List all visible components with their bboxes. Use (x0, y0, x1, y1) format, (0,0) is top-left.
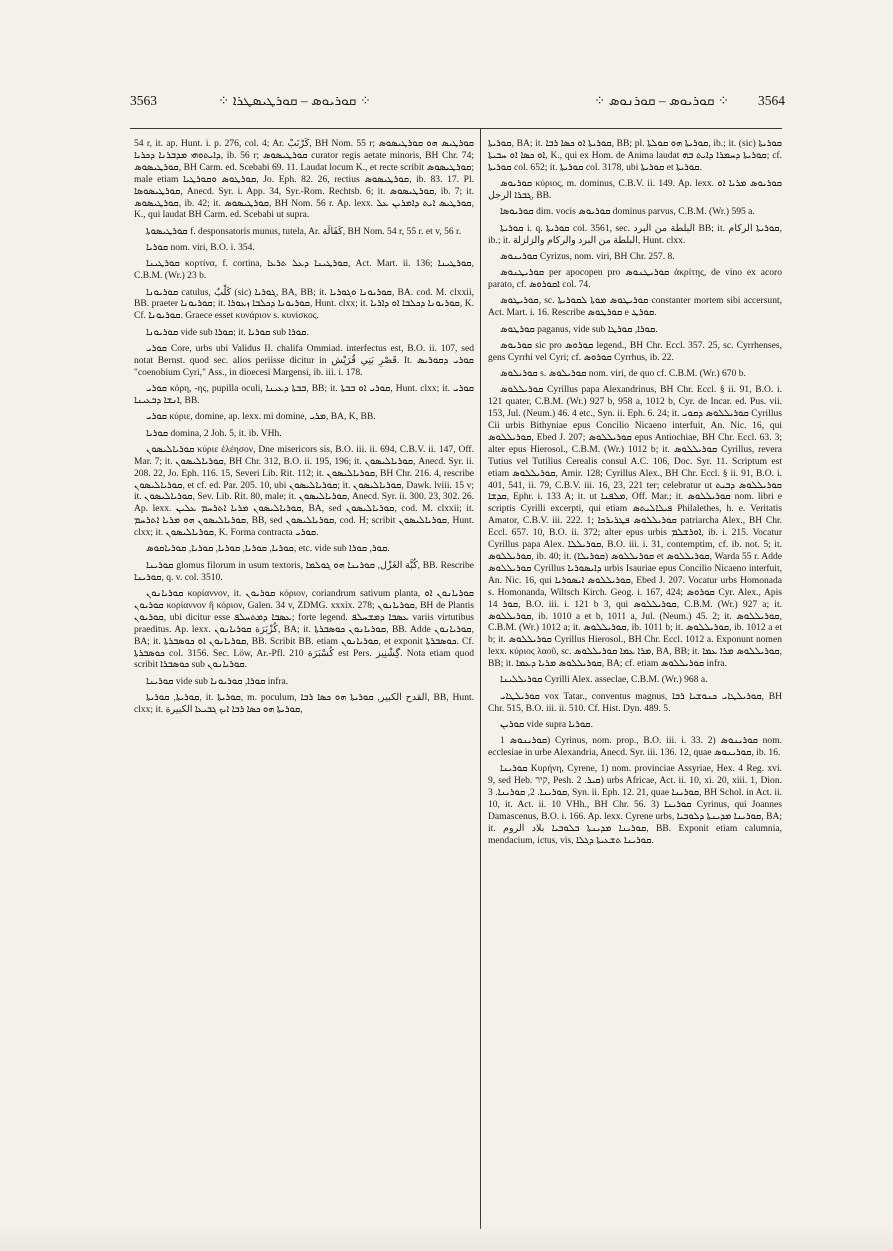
dictionary-entry: ܩܘܪܛܘܣ paganus, vide sub ܩܘܪܐ, ܩܘܪܛܐ. (500, 323, 658, 335)
dictionary-entry: ܩܘܪܝܘܣܐ dim. vocis ܩܘܪܝܘܣ dominus parvus, C.B.M. (Wr.) 595 a. (500, 206, 755, 218)
dictionary-entry: ܩܘܪܝܢܐ glomus filorum in usum textoris, كُبَّة الغَزْل, ܩܘܪܝܢܐ ܗܘ ܓܘܠܡܐ, BB. Rescribe ܩܘܪܝܢܐ, q. v. col. 3510. (134, 559, 474, 583)
dictionary-entry: ܩܘܪܝܘܢܐ vide sub ܩܘܪܐ; it. ܩܘܪܝܐ sub ܩܘܪܐ. (146, 326, 309, 338)
dictionary-entry: ܩܘܪܝ κύριε, domine, ap. lexx. mi domine, ܡܪܝ, BA, K, BB. (146, 411, 376, 423)
right-running-title: ⁘ ܩܘܪܝܘܣ – ܩܘܪܢܘܣ ⁘ (594, 93, 730, 108)
right-page-number: 3564 (758, 93, 785, 108)
dictionary-entry: ܩܘܪܝܛܢܘܣ per apocopen pro ܩܘܪܝܛܢܘܣ ἀκρίτης, de vino ex acoro parato, cf. ܐܩܘܪܘܣ col. 74. (488, 267, 782, 291)
dictionary-entry: ܩܘܪܝܢܘܣ 1) Cyrinus, nom. prop., B.O. iii. i. 33. 2) ܩܘܪܝܢܘܣ nom. ecclesiae in urbe Alexandria, Anecd. Syr. iii. 136. 12, quae ܩܘܪܝܢܘܣ, ib. 16. (488, 735, 783, 759)
header-rule (130, 128, 782, 129)
left-running-title: ⁘ ܩܘܪܝܘܣ – ܩܘܪܛܝܣܛܪܐ ⁘ (218, 93, 372, 108)
dictionary-entry: ܩܘܪܝܐܢܘܢ κορίαννον, it. ܩܘܪܝܘܢ κόριον, coriandrum sativum planta, ܩܘܪܝܐܢܘܢ ܐܘ ܩܘܪܝܘܢ κορίαννον ἢ κόριον, Galen. 34 v, ZDMG. xxxix. 278; ܩܘܪܝܐܢܘܢ, BH de Plantis ܩܘܪܝܘܢ, ubi dicitur esse ܥܣܒܐ ܕܡܬܚܠܦ; forte legend. ܥܣܒܐ ܕܡܫܚܠܦ variis virtutibus praeditus. Ap. lexx. كُزْبَرَة ܩܘܪܝܐܢܘܢ, BA; it. ܩܘܪܝܐܢܘܢ ܟܘܣܒܪܬܐ, BB. Adde ܩܘܪܝܐܢܘܢ, BA; it. ܩܘܪܝܐܢܘܢ ܐܘ ܟܘܣܒܪܬܐ, BB. Scribit BB. etiam ܩܘܪܝܐܢܘܢ, et exponit ܟܘܣܒܪܬܐ. Cf. ܟܘܣܒܪܬܐ col. 3156. Sec. Löw, Ar.-Pfl. 210 كُسْبَرَة est Pers. گِشْنِيز. Nota etiam quod scribit ܟܘܣܒܪܐ sub ܩܘܪܝܐܢܘܢ. (134, 587, 475, 671)
dictionary-entry: ܩܘܪܝ Core, urbs ubi Validus II. chalifa Ommiad. interfectus est, B.O. ii. 107, sed notat Bernst. quod sec. alios periisse dicitur in قَصْرِ بَنِي قُرَيْش. It. ܩܘܪܝ ܕܩܘܪܝܣ "coenobium Cyri," Ass., in dioecesi Margensi, ib. iii. i. 178. (134, 342, 474, 378)
dictionary-entry: ܩܘܪܝܢܘܣ Cyrizus, nom. viri, BH Chr. 257. 8. (500, 250, 675, 262)
dictionary-entry: ܩܘܪܝ κόρη, -ης, pupilla oculi, ܒܒܬܐ ܕܥܝܢܐ, BB; it. ܩܘܪܝ ܐܘ ܒܒܬܐ, Hunt. clxx; it. ܩܘܪܝ ܐܢܫܐ ܕܒܥܝܢܐ, BB. (134, 383, 474, 406)
dictionary-entry: ܩܘܪܝܠܛܐܝ vox Tatar., conventus magnus, ܩܘܪܝܠܛܐܝ ܟܢܘܫܝܐ ܪܒܐ, BH Chr. 515, B.O. iii. ii. 510. Cf. Hist. Dyn. 489. 5. (488, 690, 782, 714)
dictionary-entry: ܩܘܪܝܐܠܝܣܘܢ κύριε ἐλέησον, Dne misericors sis, B.O. iii. ii. 694, C.B.V. ii. 147, Off. Mar. 7; it. ܩܘܪܝܐܠܝܣܘܢ, BH Chr. 312, B.O. ii. 195, 196; it. ܩܘܪܝܐܠܝܣܘܢ, Anecd. Syr. ii. 208. 22, Jo. Eph. 116. 15, Severi Lib. Rit. 112; it. ܩܘܪܝܐܠܝܣܘܢ, BH Chr. 216. 4, rescribe ܩܘܪܝܐܠܝܣܘܢ, et cf. ed. Par. 205. 10, ubi ܩܘܪܝܐܠܝܣܘܢ; it. ܩܘܪܝܐܠܝܣܘܢ, Dawk. lviii. 15 v; it. ܩܘܪܝܐܠܝܣܘܢ, Sev. Lib. Rit. 80, male; it. ܩܘܪܝܐܠܝܣܘܢ, Anecd. Syr. ii. 300. 23, 302. 26. Ap. lexx. ܩܘܪܝܐܠܝܣܘܢ ܡܪܝܐ ܐܬܪܚܡ ܥܠܝܢ, BA, sed ܩܘܪܝܐܠܝܣܘܢ, cod. M. clxxii; it. ܩܘܪܝܐܠܝܣܘܢ ܗܘ ܡܪܝܐ ܐܬܪܚܡ, BB, sed ܩܘܪܝܐܠܝܣܘܢ, cod. H; scribit ܩܘܪܝܐܠܝܣܘܢ, Hunt. clxx; it. ܩܘܪܝܐܠܝܣܘܢ, K. Forma contracta ܩܘܪܝ. (134, 443, 474, 539)
page-edge (0, 1221, 893, 1251)
dictionary-entry: ܩܘܪܝܘܢܐ catulus, كَلْبٌ (sic) ܓܘܪܝܐ, BA, BB; it. ܩܘܪܝܘܢܐ ܘܓܘܪܝܐ, BA. cod. M. clxxii, BB. praeter ܩܘܪܝܘܢܐ; it. ܩܘܪܝܘܢܐ ܕܟܠܒܐ ܙܥܘܪܐ, Hunt. clxx; it. ܩܘܪܝܘܢܐ ܕܟܠܒܐ ܐܘ ܕܐܪܝܐ, K. Cf. ܩܘܪܝܘܢܐ. Graece esset κυνάριον s. κυνίσκος. (134, 286, 475, 322)
dictionary-entry: ܩܘܪܝܐ nom. viri, B.O. i. 354. (146, 242, 255, 254)
dictionary-entry: ܩܘܪܝܠܠܘܣ Cyrillus papa Alexandrinus, BH Chr. Eccl. § ii. 91, B.O. i. 121 quater, C.B.M. (Wr.) 927 b, 958 a, 1012 b, Cyr. de Incar. ed. Pus. vii. 153, Jul. (Neum.) 46. 4 etc., Syn. ii. Eph. 6. 24; it. ܩܘܪܝܠܠܘܣ ܕܩܘܝ Cyrillus Cii urbis Bithyniae epus Concilio Nicaeno interfuit, An. Nic. 16, qui ܩܘܪܝܠܠܘܣ, Ebed J. 207; ܩܘܪܝܠܠܘܣ epus Antiochiae, BH Chr. Eccl. 63. 3; alter epus Hierosol., C.B.M. (Wr.) 1012 b; it. ܩܘܪܝܠܠܘܣ Cyrillus, revera Tutius vel Tutilius Cerealis consul A.C. 106, Doc. Syr. 11. Scriptum est etiam ܩܘܪܝܠܠܘܣ, Amir. 128; Cyrillus Alex., BH Chr. Eccl. § ii. 91, B.O. i. 401, 541, ii. 79, C.B.V. iii. 16, 23, 221 ter; celebratur ut ܩܘܪܝܠܠܘܣ ܕܒܝܬ ܩܕܫܐ, Ephr. i. 133 A; it. ut ܡܠܦܢܐ, Off. Mar.; it. ܩܘܪܝܠܠܘܣ nom. libri e scriptis Cyrilli excerpti, qui etiam ܦܝܠܐܠܝܬܣ Philalethes, h. e. Veritatis Amator, C.B.V. iii. 222. 1; ܩܘܪܝܠܠܘܣ ܦܛܪܝܪܟܐ patriarcha Alex., BH Chr. Eccl. 657. 10, B.O. ii. 372; alter epus urbis ܐܘܪܫܠܡ, ib. i. 215. Vocatur Cyrillus papa Alex. ܩܘܪܝܠܠܐ, B.O. iii. i. 31, contemptim, cf. ib. not. 5; it. ܩܘܪܝܠܠܘܣ, ib. 40; it. ܩܘܪܝܠܠܘܣ (ܩܘܪܝܠܐ) et ܩܘܪܝܠܠܘܣ, Warda 55 r. Adde ܩܘܪܝܠܠܘܣ Cyrillus ܕܐܝܣܘܪܝܐ urbis Isauriae epus Concilio Nicaeno interfuit, An. Nic. 16, qui ܩܘܪܝܠܠܘܣ ܐܝܣܘܪܝܐ, Ebed J. 207. Vocatur urbs Homonada s. Homonanda, Wiltsch Kirch. Geog. i. 167, 424; ܩܘܪܘܣ Cyr. Alex., Apis ܩܘܪ 14, B.O. iii. i. 121 b 3, qui ܩܘܪܝܠܠܘܣ, C.B.M. (Wr.) 927 a; it. ܩܘܪܝܠܠܘܣ, ib. 1010 a et b, 1011 a, Jul. (Neum.) 45. 2; it. ܩܘܪܝܠܠܘܣ, C.B.M. (Wr.) 1012 a; it. ܩܘܪܝܠܠܘܣ, ib. 1011 b; it. ܩܘܪܝܠܠܘܣ, ib. 1012 a et b; it. ܩܘܪܝܠܠܘܣ Cyrillus Hierosol., BH Chr. Eccl. 1012 a. Exponunt nomen lexx. κύριος λαοῦ, sc. ܡܪܐ ܥܡܐ ܩܘܪܝܠܠܘܣ, BA, BB; it. ܩܘܪܝܠܠܘܣ ܡܪܐ ܥܡܐ, BB; it. ܩܘܪܝܠܠܘܣ ܡܪܝܐ ܕܥܡܐ, BA; cf. etiam ܩܘܪܝܠܠܘܣ infra. (488, 384, 783, 670)
dictionary-entry: ܩܘܪܝܐ domina, 2 Joh. 5, it. ib. VHh. (146, 427, 282, 439)
dictionary-entry: ܩܘܪܛܝܣܘܬܐ f. desponsatoris munus, tutela, Ar. كَفَالَة, BH Nom. 54 r, 55 r. et v, 56 r. (146, 225, 462, 237)
dictionary-entry: ܩܘܪܝܢܐ Κυρήνη, Cyrene, 1) nom. provinciae Assyriae, Hex. 4 Reg. xvi. 9, sed Heb. קיר, Pesh. ܩܝܪ. 2) urbs Africae, Act. ii. 10, xi. 20, xiii. 1, Dion. ܩܘܪܝܢܐ. 2, ܩܘܪܝܢܐ. 3, Syn. ii. Eph. 12. 21, quae ܩܘܪܝܢܐ, BH Schol. in Act. ii. 10, it. Act. ii. 10 VHh., BH Chr. 56. 3) ܩܘܪܝܢܐ Cyrinus, qui Joannes Damascenus, B.O. i. 166. Ap. lexx. Cyrene urbs, ܩܘܪܝܢܐ ܡܕܝܢܬܐ ܕܠܘܒܝܐ, BA; it. ܩܘܪܝܢܐ ܡܕܝܢܬܐ ܒܠܘܒܝܐ بلاد الروم, BB. Exponit etiam calumnia, mendacium, ictus, vis, ܩܘܪܝܢܐ ܬܫܥܝܬܐ ܕܓܠܐ. (488, 763, 783, 846)
dictionary-entry: 54 r, it. ap. Hunt. i. p. 276, col. 4; Ar. كَرْنَبْ, BH Nom. 55 r; ܩܘܪܛܝܣ ܗܘ ܩܘܪܛܝܣܘܣ ܕܐܝܬܘܗܝ ܡܕܒܪܢܐ ܕܟܪܝܐ, ib. 56 r; ܩܘܪܛܝܣܘܣ curator regis aetate minoris, BH Chr. 74; ܩܘܪܛܝܣܘܣ, BH Carm. ed. Scebabi 69. 11. Laudat locum K., et recte scribit ܩܘܪܛܝܣܘܣ; male etiam ܩܘܪܛܘܣ ܘܩܘܪܛܝܐ, Jo. Eph. 82. 26, rectius ܩܘܪܛܝܣܘܣ, ib. 83. 17. Pl. ܩܘܪܛܝܣܘܣܐ, Anecd. Syr. i. App. 34, Syr.-Rom. Rechtsb. 6; it. ܩܘܪܛܝܣܘܣ, ib. 7; it. ܩܘܪܛܝܣܘܣ, ib. 42; it. ܩܘܪܛܝܣܘܣ, BH Nom. 56 r. Ap. lexx. ܩܘܪܛܝܣ ܐܝܬ ܕܐܡܪܝܢ ܥܠ, K., qui laudat BH Carm. ed. Scebabi ut supra. (134, 138, 475, 221)
right-column (488, 138, 782, 851)
dictionary-entry: ܩܘܪܝܬܐ, ܩܘܪܝܬܐ, it. ܩܘܪܝܬܐ, m. poculum, القدح الكبير, ܩܘܪܝܬܐ ܗܘ ܟܣܐ ܪܒܐ, BB, Hunt. clxx; it. ܩܘܪܝܬܐ ܗܘ ܟܣܐ ܪܒܐ ܐܝܟ ܓܒܝܥܐ الكبيرة, (134, 692, 475, 715)
dictionary-entry: ܩܘܪܝܘܣ sic pro ܩܘܪܘܣ legend., BH Chr. Eccl. 357. 25, sc. Cyrrhenses, gens Cyrrhi vel Cyri; cf. ܩܘܪܘܣ Cyrrhus, ib. 22. (488, 339, 782, 363)
dictionary-entry: ܩܘܪܝܢܐ vide sub ܩܘܪܐ, ܩܘܪܝܘܢܐ infra. (146, 675, 289, 687)
page-header (130, 93, 785, 117)
dictionary-entry: ܩܘܪܝܠܠܝܢܐ Cyrilli Alex. asseclae, C.B.M. (Wr.) 968 a. (500, 674, 708, 686)
dictionary-entry: ܩܘܪܛܝܢܐ κορτίνα, f. cortina, ܩܘܪܛܝܢܐ ܕܥܠ ܬܪܥܐ, Act. Mart. ii. 136; ܩܘܪܛܝܢܐ, C.B.M. (Wr.) 23 b. (134, 258, 474, 282)
column-divider (480, 128, 481, 1229)
dictionary-entry: ܩܘܪܝܬܐ i. q. ܩܘܪܝܬܐ col. 3561, sec. البلطة من البرد BB; it. ܩܘܪܝܬܐ الركام, ib.; it. البلطة من البرد والركام والزلزلة, Hunt. clxx. (488, 222, 782, 246)
dictionary-entry: ܩܘܪܝܘܣ κύριος, m. dominus, C.B.V. ii. 149. Ap. lexx. ܩܘܪܝܘܣ ܡܪܝܐ ܐܘ ܓܒܪܐ الرجل, BB. (488, 178, 782, 202)
dictionary-entry: ܩܘܪܝܛܘܣ, sc. ܩܘܪܝܛܘܣ ܡܘܬܐ ܠܩܘܪܝܬܐ constanter mortem sibi accersunt, Act. Mart. i. 16. Rescribe ܩܘܪܛܘܣ e ܩܘܪܛ. (488, 295, 783, 319)
dictionary-entry: ܩܘܪܝܐ, ܩܘܪܝܐ, ܩܘܪܝܐ, ܩܘܪܝܐ, ܩܘܪܝܐܩܘܣ, etc. vide sub ܩܘܪ, ܩܘܪܐ. (146, 543, 390, 555)
dictionary-entry: ܩܘܪܝܠܘܣ s. ܩܘܪܝܠܘܣ nom. viri, de quo cf. C.B.M. (Wr.) 670 b. (500, 368, 746, 380)
left-page-number: 3563 (130, 93, 157, 108)
left-column (134, 138, 474, 720)
dictionary-entry: ܩܘܪܝܬܐ, BA; it. ܩܘܪܝܬܐ ܐܘ ܟܣܐ ܪܒܐ, BB; pl. ܩܘܪܝܬܐ ܗܘ ܩܘܠܬܐ, ib.; it. (sic) ܩܘܪܝܬܐ ܐܘ ܟܣܐ ܐܘ ܚܒܝܬܐ, K., qui ex Hom. de Anima laudat ܩܘܪܝܬܐ ܕܚܡܪܐ ܕܐܝܬ ܒܗ; cf. ܩܘܪܝܬܐ col. 652; it. ܩܘܪܝܬܐ col. 3178, ubi ܩܘܪܝܬܐ et ܩܘܪܝܬܐ. (488, 138, 783, 173)
dictionary-entry: ܩܘܪܝܢ vide supra ܩܘܪܝܐ. (500, 718, 594, 730)
